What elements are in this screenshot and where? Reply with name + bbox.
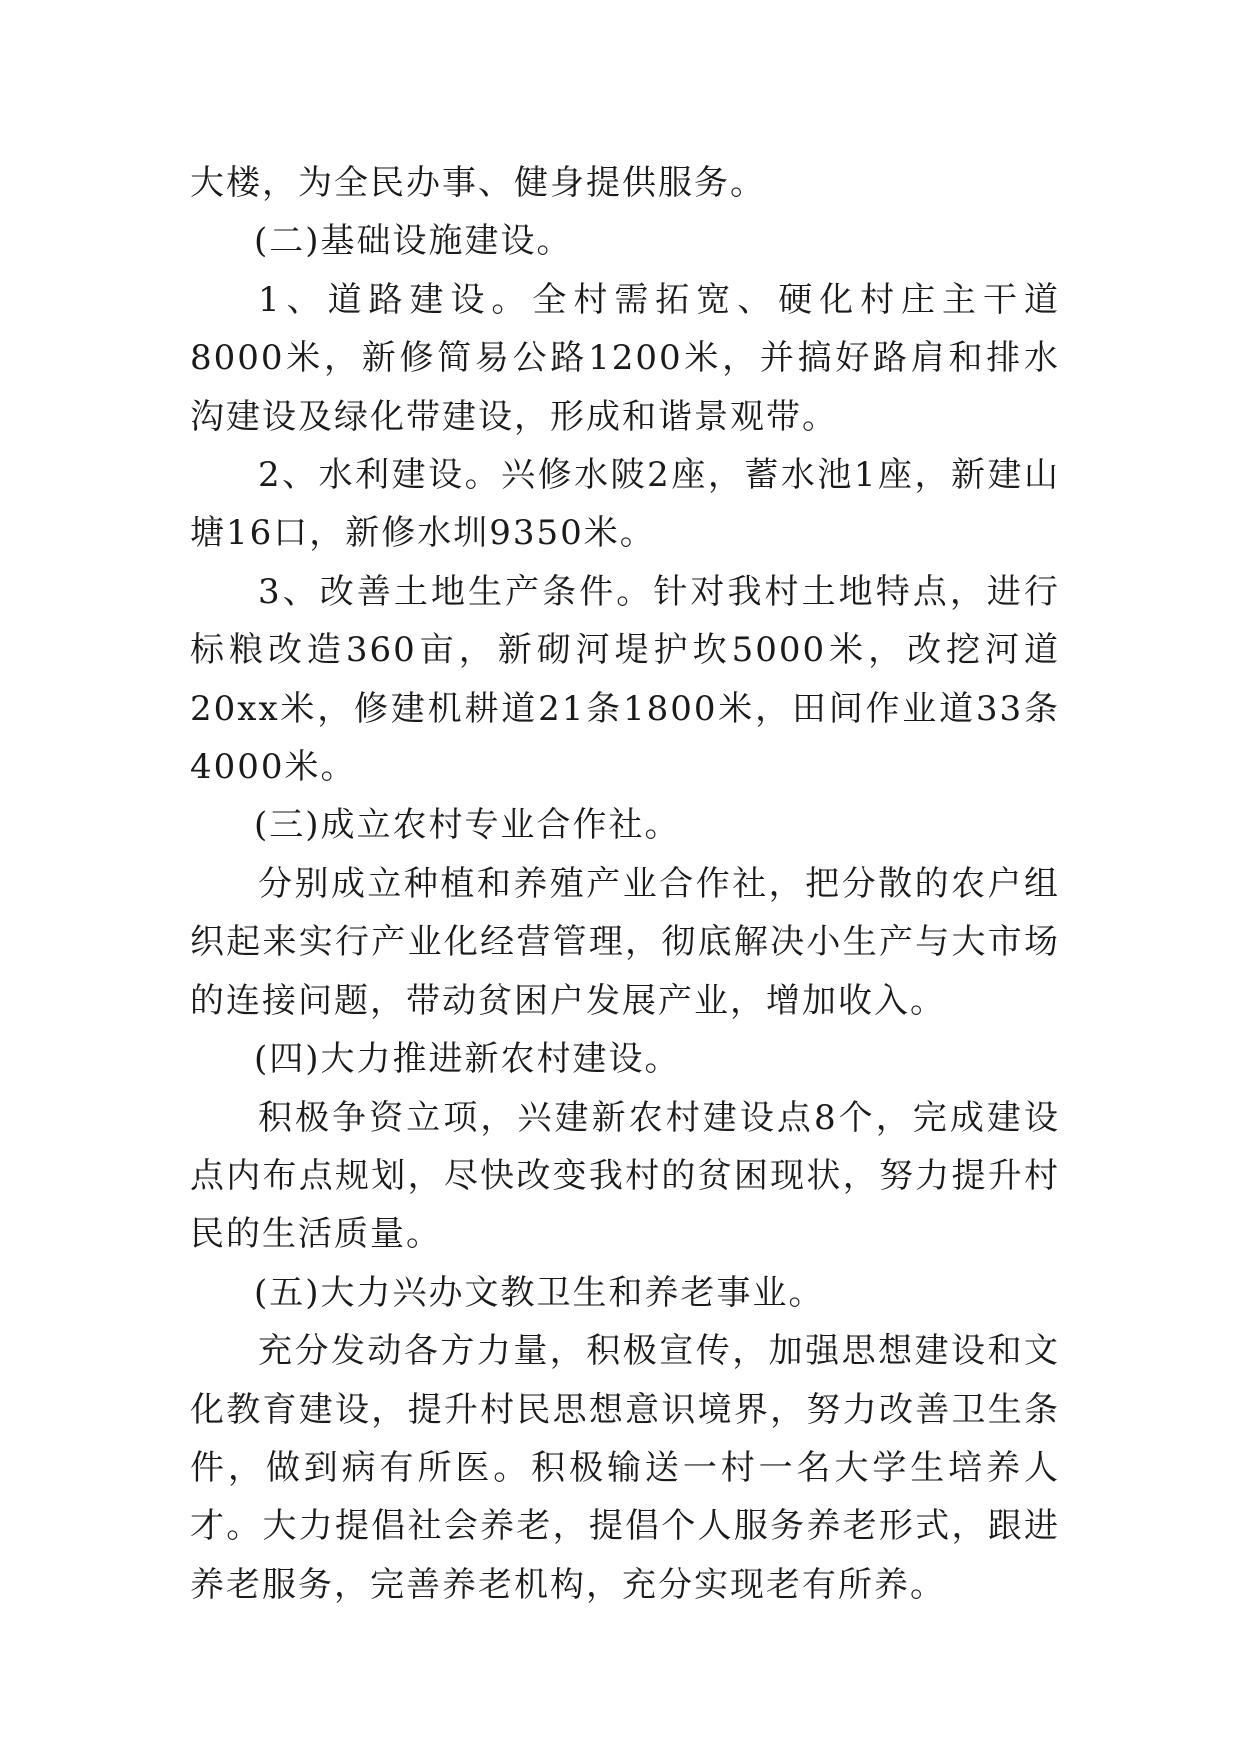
paragraph-culture-health: 充分发动各方力量，积极宣传，加强思想建设和文化教育建设，提升村民思想意识境界，努力改善卫生条件，做到病有所医。积极输送一村一名大学生培养人才。大力提倡社会养老，提倡个人服务养老形式，跟进养老服务，完善养老机构，充分实现老有所养。 — [190, 1331, 1060, 1605]
section-heading-infrastructure: (二)基础设施建设。 — [254, 221, 573, 262]
item-water-conservancy: 2、水利建设。兴修水陂2座，蓄水池1座，新建山塘16口，新修水圳9350米。 — [190, 455, 1060, 554]
section-heading-new-countryside: (四)大力推进新农村建设。 — [254, 1039, 681, 1080]
item-land-improvement: 3、改善土地生产条件。针对我村土地特点，进行标粮改造360亩，新砌河堤护坎5000米，改挖河道20xx米，修建机耕道21条1800米，田间作业道33条4000米。 — [190, 571, 1060, 788]
paragraph-new-countryside: 积极争资立项，兴建新农村建设点8个，完成建设点内布点规划，尽快改变我村的贫困现状，努力提升村民的生活质量。 — [190, 1097, 1060, 1255]
item-road-construction: 1、道路建设。全村需拓宽、硬化村庄主干道8000米，新修简易公路1200米，并搞好路肩和排水沟建设及绿化带建设，形成和谐景观带。 — [190, 279, 1060, 437]
paragraph-continuation: 大楼，为全民办事、健身提供服务。 — [190, 163, 766, 203]
section-heading-culture-health: (五)大力兴办文教卫生和养老事业。 — [254, 1272, 825, 1313]
paragraph-cooperatives: 分别成立种植和养殖产业合作社，把分散的农户组织起来实行产业化经营管理，彻底解决小生产与大市场的连接问题，带动贫困户发展产业，增加收入。 — [190, 863, 1060, 1021]
section-heading-cooperatives: (三)成立农村专业合作社。 — [254, 805, 681, 846]
document-body — [190, 154, 1060, 1614]
